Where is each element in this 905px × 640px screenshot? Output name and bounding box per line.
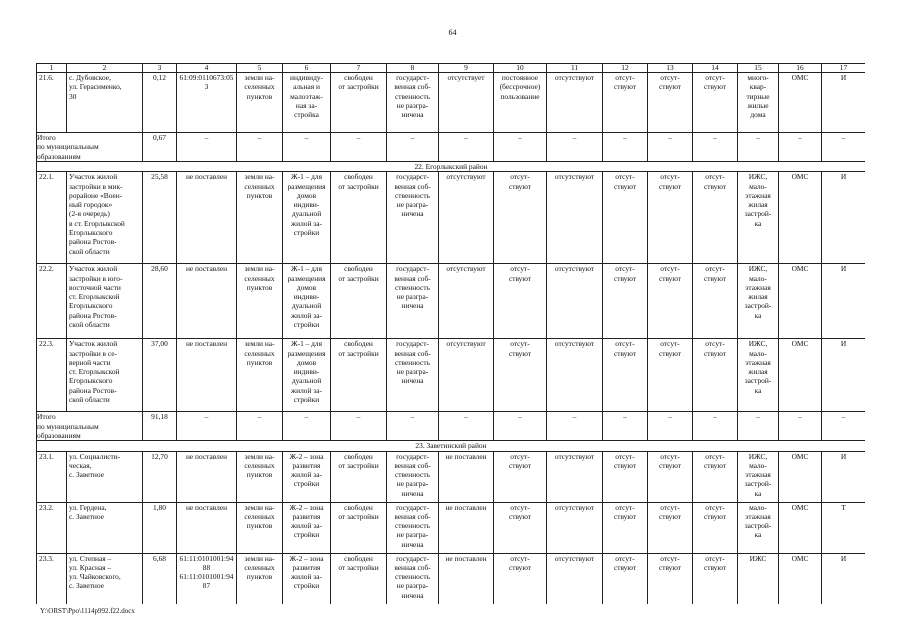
table-cell: отсут- ствуют (603, 553, 648, 604)
table-row (37, 73, 866, 133)
table-cell: ИЖС (738, 553, 779, 604)
table-cell: 23.1. (37, 451, 67, 502)
table-cell: отсут- ствуют (603, 73, 648, 133)
table-cell: 21.6. (37, 73, 67, 133)
table-cell: отсутствуют (439, 264, 494, 339)
table-cell: отсут- ствуют (494, 553, 547, 604)
table-cell: отсутствуют (547, 73, 603, 133)
table-cell: И (822, 451, 866, 502)
total-cell: – (547, 412, 603, 441)
column-number-cell: 6 (283, 64, 331, 73)
table-cell: свободен от застройки (331, 172, 387, 264)
table-cell: отсут- ствуют (693, 73, 738, 133)
table-cell: отсутствует (439, 73, 494, 133)
table-cell: отсут- ствуют (693, 264, 738, 339)
total-cell: – (648, 133, 693, 162)
table-row (37, 264, 866, 339)
table-cell: много- квар- тирные жилые дома (738, 73, 779, 133)
table-cell: государст- венная соб- ственность не разгра- ничена (387, 502, 439, 553)
table-cell: 6,68 (143, 553, 177, 604)
section-header-row (37, 162, 866, 172)
column-number-cell: 10 (494, 64, 547, 73)
table-cell: ОМС (779, 73, 822, 133)
table-cell: не поставлен (177, 502, 237, 553)
table-cell: отсут- ствуют (603, 264, 648, 339)
table-row (37, 502, 866, 553)
table-cell: 61:09:0110673:053 (177, 73, 237, 133)
table-body (37, 64, 866, 605)
table-cell: 12,70 (143, 451, 177, 502)
table-cell: И (822, 339, 866, 412)
document-table-container (36, 63, 865, 604)
table-cell: ОМС (779, 451, 822, 502)
table-cell: Ж-2 – зона развития жилой за- стройки (283, 553, 331, 604)
table-cell: отсутствуют (439, 172, 494, 264)
total-row (37, 133, 866, 162)
table-cell: Т (822, 502, 866, 553)
total-cell: – (738, 412, 779, 441)
table-cell: отсут- ствуют (648, 553, 693, 604)
table-cell: И (822, 264, 866, 339)
table-cell: отсут- ствуют (603, 451, 648, 502)
table-cell: И (822, 73, 866, 133)
total-cell: – (237, 133, 283, 162)
table-cell: свободен от застройки (331, 553, 387, 604)
table-cell: отсут- ствуют (494, 451, 547, 502)
table-cell: земли на- селенных пунктов (237, 451, 283, 502)
table-cell: И (822, 553, 866, 604)
column-number-cell: 16 (779, 64, 822, 73)
total-cell: – (779, 133, 822, 162)
table-cell: ул. Степная – ул. Красная – ул. Чайковского, с. Заветное (67, 553, 143, 604)
total-row (37, 412, 866, 441)
total-cell: – (177, 133, 237, 162)
total-cell: – (331, 412, 387, 441)
table-cell: отсут- ствуют (603, 502, 648, 553)
table-cell: отсут- ствуют (648, 264, 693, 339)
total-cell: – (603, 412, 648, 441)
table-cell: 25,58 (143, 172, 177, 264)
table-cell: И (822, 172, 866, 264)
table-cell: отсут- ствуют (494, 502, 547, 553)
footer-file-path: Y:\ORST\Ppo\1114p992.f22.docx (40, 607, 135, 615)
table-cell: земли на- селенных пунктов (237, 339, 283, 412)
table-row (37, 451, 866, 502)
table-cell: Ж-1 – для размещения домов индиви- дуальной жилой за- стройки (283, 339, 331, 412)
column-number-cell: 5 (237, 64, 283, 73)
column-number-cell: 1 (37, 64, 67, 73)
total-cell: – (331, 133, 387, 162)
table-cell: ИЖС, мало- этажная жилая застрой- ка (738, 339, 779, 412)
table-cell: 22.2. (37, 264, 67, 339)
table-cell: Ж-2 – зона развития жилой за- стройки (283, 451, 331, 502)
table-cell: отсут- ствуют (648, 172, 693, 264)
table-cell: отсутствуют (547, 339, 603, 412)
table-cell: 0,12 (143, 73, 177, 133)
table-cell: не поставлен (439, 553, 494, 604)
table-cell: отсутствуют (547, 264, 603, 339)
table-cell: государст- венная соб- ственность не разгра- ничена (387, 264, 439, 339)
total-cell: – (177, 412, 237, 441)
total-cell: – (603, 133, 648, 162)
table-cell: отсутствуют (547, 502, 603, 553)
table-cell: отсутствуют (547, 553, 603, 604)
table-cell: 22.1. (37, 172, 67, 264)
total-cell: – (779, 412, 822, 441)
table-cell: отсутствуют (439, 339, 494, 412)
total-cell: 91,18 (143, 412, 177, 441)
table-cell: ОМС (779, 502, 822, 553)
total-cell: – (693, 412, 738, 441)
table-cell: Участок жилой застройки в юго- восточной части ст. Егорлыкской Егорлыкского района Ростов- ской области (67, 264, 143, 339)
table-cell: отсутствуют (547, 451, 603, 502)
table-cell: ул. Гердена, с. Заветное (67, 502, 143, 553)
total-label: Итого по муниципальным образованиям (37, 412, 143, 441)
table-cell: ИЖС, мало- этажная жилая застрой- ка (738, 172, 779, 264)
table-row (37, 172, 866, 264)
total-cell: – (283, 412, 331, 441)
table-cell: государст- венная соб- ственность не разгра- ничена (387, 73, 439, 133)
column-number-cell: 4 (177, 64, 237, 73)
table-cell: Участок жилой застройки в мик- рорайоне «Воен- ный городок» (2-я очередь) в ст. Егорлыкской Егорлыкского района Ростов- ской области (67, 172, 143, 264)
table-cell: ОМС (779, 553, 822, 604)
land-plots-table (36, 63, 865, 604)
table-cell: 1,80 (143, 502, 177, 553)
table-cell: не поставлен (439, 502, 494, 553)
table-cell: свободен от застройки (331, 339, 387, 412)
table-cell: с. Дубовское, ул. Герасименко, 30 (67, 73, 143, 133)
table-cell: земли на- селенных пунктов (237, 73, 283, 133)
total-cell: – (822, 133, 866, 162)
table-cell: государст- венная соб- ственность не разгра- ничена (387, 172, 439, 264)
table-cell: не поставлен (177, 451, 237, 502)
table-row (37, 553, 866, 604)
section-header-row (37, 441, 866, 451)
total-cell: – (822, 412, 866, 441)
column-number-cell: 15 (738, 64, 779, 73)
table-cell: свободен от застройки (331, 73, 387, 133)
table-row (37, 339, 866, 412)
table-cell: отсут- ствуют (693, 451, 738, 502)
table-cell: не поставлен (439, 451, 494, 502)
table-cell: отсут- ствуют (494, 172, 547, 264)
table-cell: земли на- селенных пунктов (237, 502, 283, 553)
table-cell: ИЖС, мало- этажная застрой- ка (738, 451, 779, 502)
table-cell: земли на- селенных пунктов (237, 553, 283, 604)
table-cell: отсут- ствуют (693, 339, 738, 412)
table-cell: ОМС (779, 339, 822, 412)
column-number-cell: 3 (143, 64, 177, 73)
table-cell: государст- венная соб- ственность не разгра- ничена (387, 451, 439, 502)
table-cell: земли на- селенных пунктов (237, 172, 283, 264)
table-cell: государст- венная соб- ственность не разгра- ничена (387, 339, 439, 412)
column-number-cell: 14 (693, 64, 738, 73)
table-cell: индивиду- альная и малоэтаж- ная за- стройка (283, 73, 331, 133)
column-number-cell: 13 (648, 64, 693, 73)
table-cell: Ж-2 – зона развития жилой за- стройки (283, 502, 331, 553)
table-cell: ОМС (779, 172, 822, 264)
table-cell: Участок жилой застройки в се- верной части ст. Егорлыкской Егорлыкского района Ростов- ской области (67, 339, 143, 412)
table-cell: отсут- ствуют (648, 502, 693, 553)
section-title: 23. Заветинский район (37, 441, 866, 451)
table-cell: отсут- ствуют (648, 339, 693, 412)
table-cell: не поставлен (177, 264, 237, 339)
total-cell: – (387, 412, 439, 441)
section-title: 22. Егорлыкский район (37, 162, 866, 172)
column-number-cell: 2 (67, 64, 143, 73)
table-cell: мало- этажная застрой- ка (738, 502, 779, 553)
table-cell: свободен от застройки (331, 502, 387, 553)
column-number-cell: 17 (822, 64, 866, 73)
total-cell: – (693, 133, 738, 162)
total-cell: – (439, 412, 494, 441)
total-cell: – (738, 133, 779, 162)
table-cell: ул. Социалисти- ческая, с. Заветное (67, 451, 143, 502)
table-cell: отсут- ствуют (648, 451, 693, 502)
table-cell: 23.3. (37, 553, 67, 604)
table-cell: отсут- ствуют (494, 264, 547, 339)
table-cell: отсут- ствуют (603, 339, 648, 412)
page-number: 64 (448, 28, 457, 37)
total-cell: – (237, 412, 283, 441)
column-number-row (37, 64, 866, 73)
table-cell: земли на- селенных пунктов (237, 264, 283, 339)
table-cell: свободен от застройки (331, 264, 387, 339)
table-cell: 37,00 (143, 339, 177, 412)
total-cell: 0,67 (143, 133, 177, 162)
total-cell: – (547, 133, 603, 162)
table-cell: свободен от застройки (331, 451, 387, 502)
table-cell: не поставлен (177, 339, 237, 412)
table-cell: отсутствуют (547, 172, 603, 264)
table-cell: 22.3. (37, 339, 67, 412)
total-cell: – (494, 412, 547, 441)
table-cell: ОМС (779, 264, 822, 339)
total-cell: – (648, 412, 693, 441)
column-number-cell: 8 (387, 64, 439, 73)
table-cell: Ж-1 – для размещения домов индиви- дуальной жилой за- стройки (283, 264, 331, 339)
column-number-cell: 9 (439, 64, 494, 73)
table-cell: 23.2. (37, 502, 67, 553)
total-cell: – (387, 133, 439, 162)
total-cell: – (439, 133, 494, 162)
table-cell: ИЖС, мало- этажная жилая застрой- ка (738, 264, 779, 339)
table-cell: 28,60 (143, 264, 177, 339)
total-cell: – (494, 133, 547, 162)
table-cell: постоянное (бессрочное) пользование (494, 73, 547, 133)
table-cell: отсут- ствуют (693, 502, 738, 553)
total-label: Итого по муниципальным образованиям (37, 133, 143, 162)
table-cell: 61:11:0101001:9488 61:11:0101001:9487 (177, 553, 237, 604)
column-number-cell: 12 (603, 64, 648, 73)
table-cell: отсут- ствуют (648, 73, 693, 133)
table-cell: не поставлен (177, 172, 237, 264)
column-number-cell: 7 (331, 64, 387, 73)
table-cell: отсут- ствуют (603, 172, 648, 264)
column-number-cell: 11 (547, 64, 603, 73)
table-cell: отсут- ствуют (693, 172, 738, 264)
table-cell: отсут- ствуют (693, 553, 738, 604)
table-cell: государст- венная соб- ственность не разгра- ничена (387, 553, 439, 604)
total-cell: – (283, 133, 331, 162)
table-cell: Ж-1 – для размещения домов индиви- дуальной жилой за- стройки (283, 172, 331, 264)
table-cell: отсут- ствуют (494, 339, 547, 412)
